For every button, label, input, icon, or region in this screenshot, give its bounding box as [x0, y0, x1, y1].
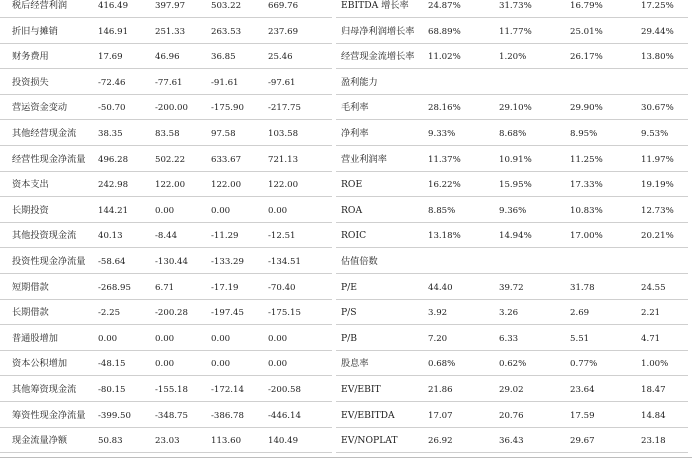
ratio-row-value: 24.87%	[428, 1, 461, 11]
ratio-row	[336, 26, 692, 52]
row-divider	[0, 324, 332, 325]
ratio-row-value: 8.85%	[428, 205, 456, 216]
row-divider	[0, 299, 332, 300]
cash-flow-row-label: 长期借款	[12, 307, 49, 319]
cash-flow-row-value: 25.46	[268, 52, 293, 63]
row-divider	[0, 273, 332, 274]
cash-flow-row-label: 短期借款	[12, 281, 49, 293]
ratio-row-label: EV/EBIT	[341, 383, 381, 395]
cash-flow-row-label: 经营性现金净流量	[12, 153, 86, 165]
ratio-row-label: P/B	[341, 332, 358, 344]
cash-flow-row-value: -12.51	[268, 231, 296, 242]
ratio-row-value: 10.83%	[570, 205, 603, 216]
cash-flow-row-value: -80.15	[98, 384, 126, 395]
cash-flow-row-value: 0.00	[211, 359, 231, 370]
cash-flow-row-label: 其他经营现金流	[12, 127, 77, 139]
cash-flow-row	[0, 256, 336, 282]
cash-flow-row-value: -72.46	[98, 77, 126, 88]
ratio-row-value: 21.86	[428, 384, 453, 395]
cash-flow-row-value: 0.00	[155, 333, 175, 344]
ratio-row-label: EBITDA 增长率	[341, 0, 409, 11]
ratio-row-label: EV/EBITDA	[341, 409, 395, 421]
cash-flow-row-value: -11.29	[211, 231, 239, 242]
cash-flow-row	[0, 333, 336, 359]
row-divider	[336, 17, 688, 18]
cash-flow-row-value: 633.67	[211, 154, 242, 165]
ratio-row-value: 17.25%	[641, 1, 674, 11]
row-divider	[0, 247, 332, 248]
row-divider	[0, 452, 332, 453]
ratio-row-label: 归母净利润增长率	[341, 25, 415, 37]
ratio-row-value: 3.92	[428, 308, 448, 319]
ratio-row-value: 16.79%	[570, 1, 603, 11]
ratio-row-value: 11.25%	[570, 154, 603, 165]
cash-flow-row-label: 财务费用	[12, 51, 49, 63]
cash-flow-row	[0, 128, 336, 154]
ratio-row	[336, 256, 692, 282]
ratio-row-value: 28.16%	[428, 103, 461, 114]
cash-flow-row	[0, 51, 336, 77]
cash-flow-row-label: 其他投资现金流	[12, 230, 77, 242]
ratio-row-value: 11.02%	[428, 52, 461, 63]
ratio-row-value: 18.47	[641, 384, 666, 395]
ratio-row-value: 24.55	[641, 282, 666, 293]
cash-flow-row-value: 251.33	[155, 26, 186, 37]
cash-flow-row-value: 122.00	[268, 180, 299, 191]
ratio-row	[336, 282, 692, 308]
cash-flow-row	[0, 26, 336, 52]
row-divider	[336, 119, 688, 120]
row-divider	[0, 222, 332, 223]
cash-flow-row-value: -268.95	[98, 282, 131, 293]
ratio-row-label: 净利率	[341, 127, 369, 139]
cash-flow-row-value: 416.49	[98, 1, 129, 11]
ratio-row-value: 2.21	[641, 308, 661, 319]
cash-flow-row-value: 669.76	[268, 1, 299, 11]
row-divider	[336, 350, 688, 351]
cash-flow-row-value: 144.21	[98, 205, 129, 216]
row-divider	[0, 119, 332, 120]
ratio-row	[336, 410, 692, 436]
cash-flow-row-label: 资本支出	[12, 179, 49, 191]
ratio-row-value: 17.00%	[570, 231, 603, 242]
row-divider	[336, 247, 688, 248]
cash-flow-row-value: 146.91	[98, 26, 129, 37]
ratio-row-value: 20.21%	[641, 231, 674, 242]
cash-flow-row-value: -175.90	[211, 103, 244, 114]
ratio-row	[336, 102, 692, 128]
ratio-row-value: 14.94%	[499, 231, 532, 242]
ratio-row	[336, 154, 692, 180]
ratio-row-value: 6.33	[499, 333, 519, 344]
ratio-row-label: ROA	[341, 204, 363, 216]
ratio-row-value: 29.02	[499, 384, 524, 395]
ratio-row-label: EV/NOPLAT	[341, 435, 398, 447]
ratio-row-value: 0.62%	[499, 359, 527, 370]
cash-flow-row-value: 122.00	[155, 180, 186, 191]
row-divider	[336, 452, 688, 453]
row-divider	[0, 171, 332, 172]
row-divider	[336, 324, 688, 325]
ratio-row-value: 23.64	[570, 384, 595, 395]
cash-flow-row-value: -130.44	[155, 256, 188, 267]
ratio-row-value: 15.95%	[499, 180, 532, 191]
ratio-row-value: 16.22%	[428, 180, 461, 191]
ratio-row-value: 8.95%	[570, 128, 598, 139]
row-divider	[0, 94, 332, 95]
cash-flow-row-value: 140.49	[268, 436, 299, 447]
cash-flow-row-value: 397.97	[155, 1, 186, 11]
ratio-row-value: 44.40	[428, 282, 453, 293]
cash-flow-row	[0, 154, 336, 180]
cash-flow-row	[0, 77, 336, 103]
ratio-row	[336, 384, 692, 410]
cash-flow-row-value: 0.00	[211, 333, 231, 344]
ratio-row	[336, 230, 692, 256]
ratio-row-value: 29.10%	[499, 103, 532, 114]
ratio-row-value: 39.72	[499, 282, 524, 293]
ratio-row-value: 1.20%	[499, 52, 527, 63]
ratio-row-value: 31.78	[570, 282, 595, 293]
ratio-row-label: P/E	[341, 281, 357, 293]
cash-flow-row-value: -200.00	[155, 103, 188, 114]
ratio-row-value: 11.97%	[641, 154, 674, 165]
ratio-row-value: 30.67%	[641, 103, 674, 114]
ratio-row-value: 9.36%	[499, 205, 527, 216]
cash-flow-row-value: -48.15	[98, 359, 126, 370]
cash-flow-row-value: -91.61	[211, 77, 239, 88]
cash-flow-row-value: -8.44	[155, 231, 178, 242]
cash-flow-row-value: -172.14	[211, 384, 244, 395]
cash-flow-row-value: -133.29	[211, 256, 244, 267]
cash-flow-row-value: 0.00	[98, 333, 118, 344]
cash-flow-row-value: 36.85	[211, 52, 236, 63]
ratio-row-value: 13.80%	[641, 52, 674, 63]
row-divider	[336, 145, 688, 146]
cash-flow-row-label: 筹资性现金净流量	[12, 409, 86, 421]
cash-flow-row-value: -70.40	[268, 282, 296, 293]
ratio-row-value: 14.84	[641, 410, 666, 421]
cash-flow-row	[0, 205, 336, 231]
cash-flow-row-value: -175.15	[268, 308, 301, 319]
ratio-row-label: 估值倍数	[341, 255, 378, 267]
ratio-row-value: 23.18	[641, 436, 666, 447]
ratio-row-label: ROE	[341, 179, 363, 191]
cash-flow-row-value: -97.61	[268, 77, 296, 88]
row-divider	[0, 375, 332, 376]
cash-flow-row-value: 242.98	[98, 180, 129, 191]
cash-flow-row-value: 23.03	[155, 436, 180, 447]
cash-flow-row-value: -77.61	[155, 77, 183, 88]
cash-flow-row-value: 113.60	[211, 436, 242, 447]
ratio-row-label: P/S	[341, 307, 357, 319]
row-divider	[0, 427, 332, 428]
row-divider	[336, 401, 688, 402]
ratio-row-value: 26.92	[428, 436, 453, 447]
cash-flow-row-value: 122.00	[211, 180, 242, 191]
cash-flow-row-value: -386.78	[211, 410, 244, 421]
row-divider	[336, 222, 688, 223]
cash-flow-row-label: 普通股增加	[12, 332, 58, 344]
ratio-row-value: 8.68%	[499, 128, 527, 139]
ratio-row-value: 25.01%	[570, 26, 603, 37]
cash-flow-row-value: -134.51	[268, 256, 301, 267]
cash-flow-row-label: 投资性现金净流量	[12, 255, 86, 267]
ratio-row	[336, 307, 692, 333]
cash-flow-row-label: 资本公积增加	[12, 358, 68, 370]
ratio-row-value: 5.51	[570, 333, 590, 344]
ratio-row-value: 0.68%	[428, 359, 456, 370]
cash-flow-row-value: 97.58	[211, 128, 236, 139]
ratio-row-value: 11.77%	[499, 26, 532, 37]
cash-flow-row-value: 503.22	[211, 1, 242, 11]
cash-flow-row-value: -348.75	[155, 410, 188, 421]
cash-flow-row-label: 现金流量净额	[12, 435, 68, 447]
row-divider	[0, 43, 332, 44]
cash-flow-row-label: 税后经营利润	[12, 0, 68, 11]
ratio-row-label: ROIC	[341, 230, 367, 242]
cash-flow-row	[0, 384, 336, 410]
ratio-row	[336, 179, 692, 205]
cash-flow-row-value: -2.25	[98, 308, 121, 319]
cash-flow-row-label: 折旧与摊销	[12, 25, 58, 37]
ratio-row-value: 2.69	[570, 308, 590, 319]
ratio-row-value: 9.33%	[428, 128, 456, 139]
ratio-row-value: 29.90%	[570, 103, 603, 114]
row-divider	[0, 145, 332, 146]
cash-flow-row-value: 17.69	[98, 52, 123, 63]
cash-flow-row-value: 0.00	[211, 205, 231, 216]
cash-flow-row-value: 502.22	[155, 154, 186, 165]
ratio-row-value: 29.67	[570, 436, 595, 447]
cash-flow-row	[0, 230, 336, 256]
cash-flow-row	[0, 282, 336, 308]
ratio-row	[336, 0, 692, 26]
cash-flow-row-value: 721.13	[268, 154, 299, 165]
cash-flow-row-value: -17.19	[211, 282, 239, 293]
ratio-row-label: 经营现金流增长率	[341, 51, 415, 63]
cash-flow-row-label: 其他筹资现金流	[12, 383, 77, 395]
table-bottom-rule	[0, 457, 692, 458]
ratio-row-value: 20.76	[499, 410, 524, 421]
cash-flow-row	[0, 307, 336, 333]
ratio-row	[336, 333, 692, 359]
cash-flow-row-value: 263.53	[211, 26, 242, 37]
row-divider	[336, 68, 688, 69]
ratio-row-value: 31.73%	[499, 1, 532, 11]
row-divider	[336, 94, 688, 95]
ratio-row-value: 19.19%	[641, 180, 674, 191]
cash-flow-row-value: -155.18	[155, 384, 188, 395]
ratio-row-value: 29.44%	[641, 26, 674, 37]
cash-flow-row-value: -50.70	[98, 103, 126, 114]
cash-flow-row	[0, 0, 336, 26]
ratio-row-value: 12.73%	[641, 205, 674, 216]
ratio-row-value: 4.71	[641, 333, 661, 344]
cash-flow-row-value: 0.00	[268, 205, 288, 216]
ratio-row-value: 11.37%	[428, 154, 461, 165]
cash-flow-row-value: 0.00	[268, 359, 288, 370]
cash-flow-row-label: 投资损失	[12, 76, 49, 88]
row-divider	[336, 273, 688, 274]
row-divider	[336, 196, 688, 197]
row-divider	[0, 68, 332, 69]
cash-flow-row	[0, 102, 336, 128]
ratio-row-label: 股息率	[341, 358, 369, 370]
row-divider	[0, 196, 332, 197]
cash-flow-row-value: 0.00	[268, 333, 288, 344]
row-divider	[336, 299, 688, 300]
ratio-row-value: 17.33%	[570, 180, 603, 191]
cash-flow-row-value: 496.28	[98, 154, 129, 165]
cash-flow-row-value: 0.00	[155, 205, 175, 216]
ratio-row-value: 10.91%	[499, 154, 532, 165]
cash-flow-row-label: 营运资金变动	[12, 102, 68, 114]
cash-flow-row-value: 40.13	[98, 231, 123, 242]
cash-flow-row-value: 46.96	[155, 52, 180, 63]
cash-flow-row	[0, 358, 336, 384]
cash-flow-row-value: -217.75	[268, 103, 301, 114]
cash-flow-row-value: -200.58	[268, 384, 301, 395]
ratio-row-value: 3.26	[499, 308, 519, 319]
ratio-row-label: 盈利能力	[341, 76, 378, 88]
cash-flow-table	[0, 0, 336, 461]
cash-flow-row	[0, 179, 336, 205]
row-divider	[336, 375, 688, 376]
cash-flow-row-value: -399.50	[98, 410, 131, 421]
cash-flow-row-value: 0.00	[155, 359, 175, 370]
ratio-row-value: 36.43	[499, 436, 524, 447]
ratio-row-value: 1.00%	[641, 359, 669, 370]
row-divider	[0, 401, 332, 402]
cash-flow-row-value: -200.28	[155, 308, 188, 319]
cash-flow-row	[0, 410, 336, 436]
ratio-row-value: 0.77%	[570, 359, 598, 370]
ratio-row	[336, 128, 692, 154]
row-divider	[336, 171, 688, 172]
row-divider	[0, 17, 332, 18]
ratio-row	[336, 51, 692, 77]
ratio-row	[336, 358, 692, 384]
cash-flow-row-value: 103.58	[268, 128, 299, 139]
row-divider	[336, 427, 688, 428]
ratio-row-value: 17.07	[428, 410, 453, 421]
ratio-row-value: 26.17%	[570, 52, 603, 63]
ratio-row-label: 营业利润率	[341, 153, 387, 165]
financial-ratios-table	[336, 0, 692, 461]
ratio-row	[336, 77, 692, 103]
cash-flow-row-label: 长期投资	[12, 204, 49, 216]
ratio-row-value: 17.59	[570, 410, 595, 421]
ratio-row	[336, 205, 692, 231]
cash-flow-row-value: 38.35	[98, 128, 123, 139]
ratio-row-value: 68.89%	[428, 26, 461, 37]
ratio-row-value: 9.53%	[641, 128, 669, 139]
cash-flow-row-value: 6.71	[155, 282, 175, 293]
ratio-row-value: 13.18%	[428, 231, 461, 242]
cash-flow-row-value: 50.83	[98, 436, 123, 447]
row-divider	[0, 350, 332, 351]
row-divider	[336, 43, 688, 44]
cash-flow-row-value: -58.64	[98, 256, 126, 267]
ratio-row-value: 7.20	[428, 333, 448, 344]
ratio-row-label: 毛利率	[341, 102, 369, 114]
cash-flow-row-value: 237.69	[268, 26, 299, 37]
cash-flow-row-value: -446.14	[268, 410, 301, 421]
cash-flow-row-value: 83.58	[155, 128, 180, 139]
cash-flow-row-value: -197.45	[211, 308, 244, 319]
